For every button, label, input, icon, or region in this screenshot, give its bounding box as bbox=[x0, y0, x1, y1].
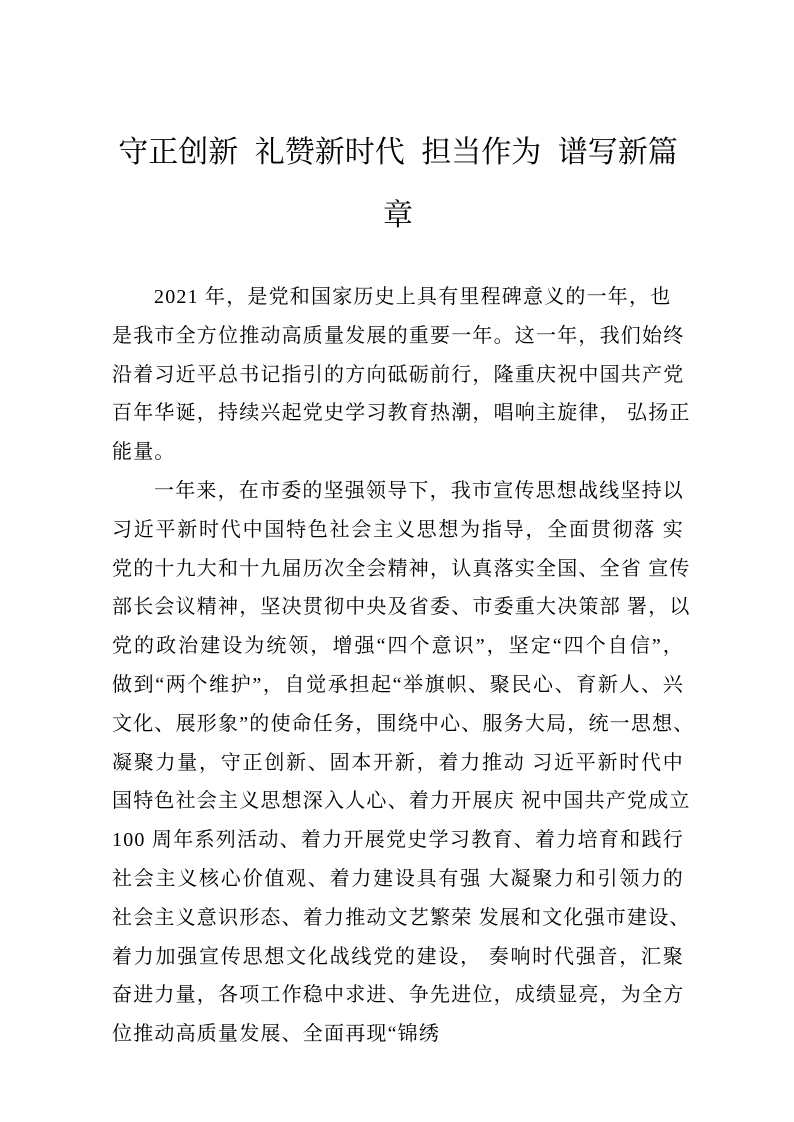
text-line: 着力加强宣传思想文化战线党的建设， 奏响时代强音，汇聚 bbox=[112, 945, 684, 968]
title-line: 守正创新 礼赞新时代 担当作为 谱写新篇 bbox=[118, 136, 678, 169]
text-line: 部长会议精神，坚决贯彻中央及省委、市委重大决策部 署，以 bbox=[112, 596, 691, 619]
text-line: 凝聚力量，守正创新、固本开新，着力推动 习近平新时代中 bbox=[112, 751, 684, 774]
text-line: 社会主义核心价值观、着力建设具有强 大凝聚力和引领力的 bbox=[112, 867, 684, 890]
document-title bbox=[112, 121, 684, 247]
text-line: 国特色社会主义思想深入人心、着力开展庆 祝中国共产党成立 bbox=[112, 790, 691, 813]
text-line: 党的十九大和十九届历次全会精神，认真落实全国、全省 宣传 bbox=[112, 557, 691, 580]
text-line: 一年来，在市委的坚强领导下，我市宣传思想战线坚持以 bbox=[154, 479, 684, 502]
title-line: 章 bbox=[383, 199, 413, 232]
text-line: 百年华诞，持续兴起党史学习教育热潮，唱响主旋律， 弘扬正 bbox=[112, 402, 691, 425]
text-line: 位推动高质量发展、全面再现“锦绣 bbox=[112, 1023, 441, 1046]
text-line: 习近平新时代中国特色社会主义思想为指导，全面贯彻落 实 bbox=[112, 518, 684, 541]
text-line: 能量。 bbox=[112, 441, 176, 464]
document-body bbox=[112, 278, 695, 1054]
text-line: 文化、展形象”的使命任务，围绕中心、服务大局，统一思想、 bbox=[112, 712, 695, 735]
text-line: 党的政治建设为统领，增强“四个意识”，坚定“四个自信”， bbox=[112, 635, 684, 658]
text-line: 100 周年系列活动、着力开展党史学习教育、着力培育和践行 bbox=[112, 829, 684, 852]
text-line: 社会主义意识形态、着力推动文艺繁荣 发展和文化强市建设、 bbox=[112, 906, 691, 929]
text-line: 是我市全方位推动高质量发展的重要一年。这一年，我们始终 bbox=[112, 324, 685, 347]
text-line: 2021 年，是党和国家历史上具有里程碑意义的一年，也 bbox=[154, 286, 672, 308]
text-line: 做到“两个维护”，自觉承担起“举旗帜、聚民心、育新人、兴 bbox=[112, 673, 684, 696]
text-line: 奋进力量，各项工作稳中求进、争先进位，成绩显亮，为全方 bbox=[112, 984, 685, 1007]
text-line: 沿着习近平总书记指引的方向砥砺前行，隆重庆祝中国共产党 bbox=[112, 363, 685, 386]
